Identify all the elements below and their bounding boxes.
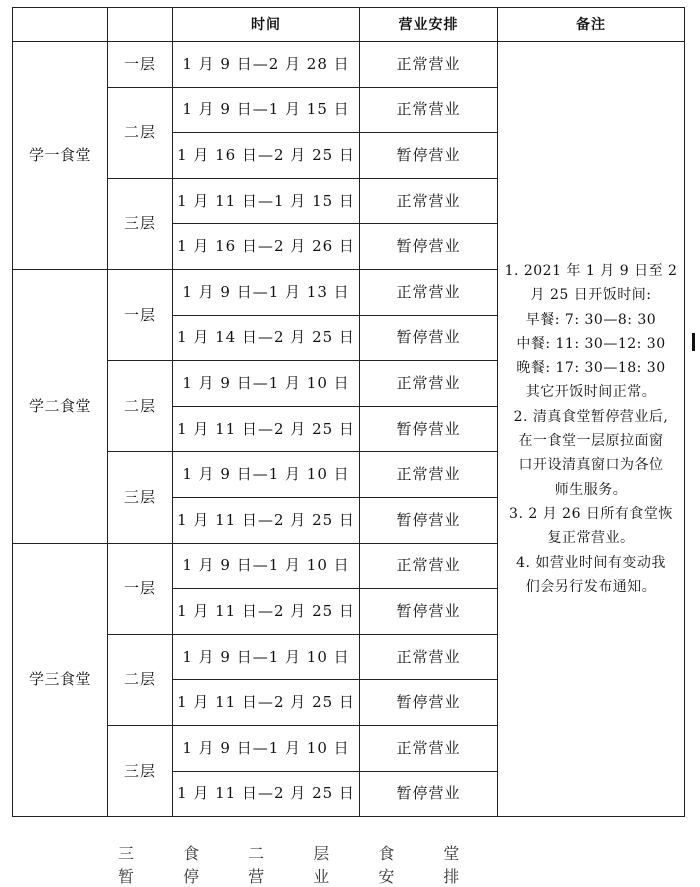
time-cell: 1 月 9 日—2 月 28 日	[173, 42, 360, 88]
time-cell: 1 月 11 日—2 月 25 日	[173, 497, 360, 543]
status-cell: 暂停营业	[360, 589, 498, 635]
floor-label: 二层	[108, 634, 173, 725]
table-header-row	[13, 8, 685, 42]
status-cell: 正常营业	[360, 269, 498, 315]
time-cell: 1 月 14 日—2 月 25 日	[173, 315, 360, 361]
notes-line: 口开设清真窗口为各位	[518, 457, 664, 474]
status-cell: 暂停营业	[360, 315, 498, 361]
time-cell: 1 月 9 日—1 月 10 日	[173, 634, 360, 680]
header-time: 时间	[173, 8, 360, 42]
notes-line: 在一食堂一层原拉面窗	[518, 433, 664, 450]
notes-line: 3. 2 月 26 日所有食堂恢	[509, 505, 673, 522]
floor-label: 三层	[108, 725, 173, 816]
status-cell: 暂停营业	[360, 133, 498, 179]
status-cell: 正常营业	[360, 452, 498, 498]
status-cell: 正常营业	[360, 87, 498, 133]
table-row	[13, 42, 685, 88]
notes-line: 其它开饭时间正常。	[525, 384, 657, 401]
floor-label: 三层	[108, 178, 173, 269]
notes-line: 们会另行发布通知。	[525, 578, 657, 595]
status-cell: 正常营业	[360, 634, 498, 680]
notes-line: 师生服务。	[554, 481, 628, 498]
notes-line: 月 25 日开饭时间:	[530, 287, 652, 304]
header-blank-1	[13, 8, 108, 42]
canteen-name: 学一食堂	[13, 42, 108, 270]
notes-line: 2. 清真食堂暂停营业后,	[513, 408, 669, 425]
canteen-name: 学二食堂	[13, 269, 108, 543]
status-cell: 正常营业	[360, 543, 498, 589]
canteen-name: 学三食堂	[13, 543, 108, 817]
footer-partial-line: 三 食 二 层 食 堂 暂 停 营 业 安 排	[118, 844, 482, 886]
notes-line: 早餐: 7: 30—8: 30	[525, 311, 657, 328]
floor-label: 一层	[108, 269, 173, 360]
canteen-schedule-table	[12, 7, 685, 817]
status-cell: 暂停营业	[360, 771, 498, 817]
status-cell: 暂停营业	[360, 497, 498, 543]
time-cell: 1 月 16 日—2 月 26 日	[173, 224, 360, 270]
status-cell: 暂停营业	[360, 680, 498, 726]
notes-line: 中餐: 11: 30—12: 30	[516, 335, 666, 352]
status-cell: 正常营业	[360, 42, 498, 88]
notes-text	[504, 259, 678, 599]
time-cell: 1 月 9 日—1 月 10 日	[173, 543, 360, 589]
time-cell: 1 月 11 日—2 月 25 日	[173, 771, 360, 817]
notes-line: 复正常营业。	[547, 530, 635, 547]
floor-label: 三层	[108, 452, 173, 543]
header-blank-2	[108, 8, 173, 42]
status-cell: 暂停营业	[360, 224, 498, 270]
status-cell: 正常营业	[360, 361, 498, 407]
header-notes: 备注	[498, 8, 685, 42]
time-cell: 1 月 9 日—1 月 10 日	[173, 361, 360, 407]
floor-label: 一层	[108, 543, 173, 634]
time-cell: 1 月 16 日—2 月 25 日	[173, 133, 360, 179]
notes-line: 晚餐: 17: 30—18: 30	[516, 360, 666, 377]
status-cell: 正常营业	[360, 725, 498, 771]
footer-cutoff-text	[118, 835, 538, 886]
time-cell: 1 月 11 日—2 月 25 日	[173, 406, 360, 452]
time-cell: 1 月 9 日—1 月 10 日	[173, 452, 360, 498]
status-cell: 正常营业	[360, 178, 498, 224]
floor-label: 一层	[108, 42, 173, 88]
text-cursor-marker	[692, 333, 695, 351]
notes-line: 1. 2021 年 1 月 9 日至 2	[504, 262, 678, 279]
time-cell: 1 月 9 日—1 月 10 日	[173, 725, 360, 771]
time-cell: 1 月 9 日—1 月 13 日	[173, 269, 360, 315]
notes-cell	[498, 42, 685, 817]
floor-label: 二层	[108, 361, 173, 452]
status-cell: 暂停营业	[360, 406, 498, 452]
time-cell: 1 月 11 日—1 月 15 日	[173, 178, 360, 224]
time-cell: 1 月 11 日—2 月 25 日	[173, 680, 360, 726]
time-cell: 1 月 9 日—1 月 15 日	[173, 87, 360, 133]
time-cell: 1 月 11 日—2 月 25 日	[173, 589, 360, 635]
header-arrangement: 营业安排	[360, 8, 498, 42]
notes-line: 4. 如营业时间有变动我	[516, 554, 666, 571]
floor-label: 二层	[108, 87, 173, 178]
